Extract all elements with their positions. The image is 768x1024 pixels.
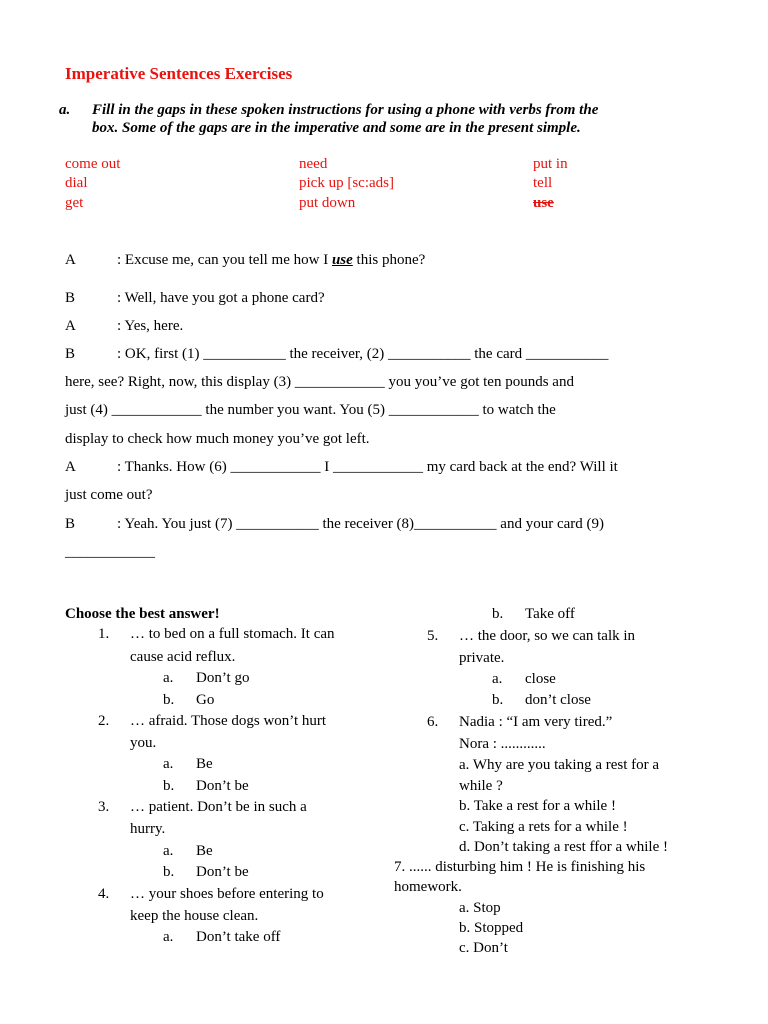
dialogue-line: : Yeah. You just (7) ___________ the receiver (8)___________ and your card (9) xyxy=(117,516,605,532)
option-label: a. xyxy=(163,756,174,772)
question-text: … afraid. Those dogs won’t hurt xyxy=(130,713,327,729)
question-number: 2. xyxy=(98,713,110,729)
section-label: a. xyxy=(59,102,71,118)
speaker-label: B xyxy=(65,290,76,306)
option-text: Take off xyxy=(525,606,575,622)
option-text: while ? xyxy=(459,778,503,794)
dialogue-line: just come out? xyxy=(65,487,153,503)
question-text: homework. xyxy=(394,879,462,895)
question-number: 1. xyxy=(98,626,110,642)
option-text: b. Take a rest for a while ! xyxy=(459,798,616,814)
speaker-label: B xyxy=(65,346,76,362)
option-label: a. xyxy=(492,671,503,687)
question-number: 4. xyxy=(98,886,110,902)
dialogue-line: : Well, have you got a phone card? xyxy=(117,290,325,306)
option-text: a. Why are you taking a rest for a xyxy=(459,757,660,773)
question-text: Nora : ............ xyxy=(459,736,546,752)
option-label: a. xyxy=(163,843,174,859)
option-label: a. xyxy=(163,670,174,686)
example-answer: use xyxy=(331,252,353,268)
word-box-item-used: use xyxy=(533,195,554,211)
option-text: Go xyxy=(196,692,215,708)
option-text: close xyxy=(525,671,556,687)
word-box-item: tell xyxy=(533,175,553,191)
speaker-label: B xyxy=(65,516,76,532)
question-number: 3. xyxy=(98,799,110,815)
page-title: Imperative Sentences Exercises xyxy=(65,64,293,83)
option-label: b. xyxy=(492,692,504,708)
option-label: a. xyxy=(163,929,174,945)
dialogue-line: : Excuse me, can you tell me how I use this phone? xyxy=(117,252,426,268)
speaker-label: A xyxy=(65,459,76,475)
dialogue-line: : Thanks. How (6) ____________ I ____________ my card back at the end? Will it xyxy=(117,459,618,475)
question-number: 5. xyxy=(427,628,439,644)
question-text: … patient. Don’t be in such a xyxy=(130,799,307,815)
option-label: b. xyxy=(492,606,504,622)
dialogue-line: just (4) ____________ the number you want. You (5) ____________ to watch the xyxy=(65,402,556,418)
dialogue-line: : Yes, here. xyxy=(117,318,184,334)
option-text: c. Taking a rets for a while ! xyxy=(459,819,628,835)
question-text: … your shoes before entering to xyxy=(130,886,324,902)
question-text: 7. ...... disturbing him ! He is finishing his xyxy=(394,859,646,875)
word-box-item: need xyxy=(299,156,328,172)
word-box-item: pick up [sc:ads] xyxy=(299,175,394,191)
question-text: … to bed on a full stomach. It can xyxy=(130,626,335,642)
option-text: don’t close xyxy=(525,692,591,708)
question-number: 6. xyxy=(427,714,439,730)
word-box-item: get xyxy=(65,195,84,211)
dialogue-line: ____________ xyxy=(65,544,155,560)
option-text: Don’t be xyxy=(196,778,249,794)
word-box-item: put down xyxy=(299,195,356,211)
option-text: Be xyxy=(196,756,213,772)
instruction-line-1: Fill in the gaps in these spoken instructions for using a phone with verbs from the xyxy=(92,102,599,118)
question-text: … the door, so we can talk in xyxy=(459,628,636,644)
option-label: b. xyxy=(163,864,175,880)
question-text: Nadia : “I am very tired.” xyxy=(459,714,613,730)
question-text: hurry. xyxy=(130,821,166,837)
option-label: b. xyxy=(163,778,175,794)
question-text: private. xyxy=(459,650,505,666)
dialogue-line: here, see? Right, now, this display (3) ____________ you you’ve got ten pounds and xyxy=(65,374,574,390)
question-text: you. xyxy=(130,735,157,751)
option-text: Don’t take off xyxy=(196,929,281,945)
speaker-label: A xyxy=(65,252,76,268)
instruction-line-2: box. Some of the gaps are in the imperative and some are in the present simple. xyxy=(92,120,581,136)
option-text: Don’t go xyxy=(196,670,250,686)
question-text: keep the house clean. xyxy=(130,908,259,924)
word-box-item: dial xyxy=(65,175,88,191)
speaker-label: A xyxy=(65,318,76,334)
option-text: b. Stopped xyxy=(459,920,524,936)
option-text: Be xyxy=(196,843,213,859)
dialogue-line: : OK, first (1) ___________ the receiver, (2) ___________ the card ___________ xyxy=(117,346,609,362)
option-text: Don’t be xyxy=(196,864,249,880)
choose-heading: Choose the best answer! xyxy=(65,606,220,622)
option-text: d. Don’t taking a rest ffor a while ! xyxy=(459,839,668,855)
dialogue-line: display to check how much money you’ve got left. xyxy=(65,431,370,447)
word-box-item: come out xyxy=(65,156,121,172)
option-text: c. Don’t xyxy=(459,940,508,956)
option-label: b. xyxy=(163,692,175,708)
option-text: a. Stop xyxy=(459,900,501,916)
question-text: cause acid reflux. xyxy=(130,649,236,665)
word-box-item: put in xyxy=(533,156,568,172)
